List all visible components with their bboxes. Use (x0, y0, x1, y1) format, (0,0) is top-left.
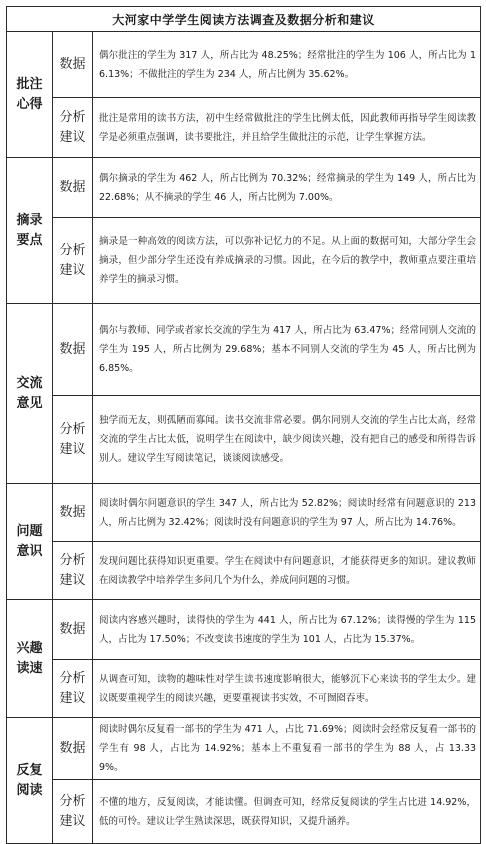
topic-label: 问题 (16, 523, 43, 539)
row-type-label: 建议 (59, 441, 86, 457)
row-type-label: 分析 (59, 421, 86, 437)
row-type-cell (53, 218, 93, 304)
row-type-label: 分析 (59, 109, 86, 125)
row-type-label: 分析 (59, 793, 86, 809)
table-row (7, 32, 481, 98)
table-row (7, 718, 481, 780)
table-row (7, 218, 481, 304)
topic-cell (7, 32, 53, 158)
topic-label: 交流 (16, 375, 43, 391)
topic-label: 批注 (16, 76, 43, 92)
row-type-cell (53, 484, 93, 542)
table-row (7, 396, 481, 484)
table-row (7, 304, 481, 396)
row-content: 偶尔摘录的学生为 462 人，所占比例为 70.32%；经常摘录的学生为 149 人，所占比为 22.68%；从不摘录的学生 46 人，所占比例为 7.00%。 (93, 158, 481, 218)
topic-cell (7, 158, 53, 304)
row-type-cell (53, 158, 93, 218)
row-content: 阅读时偶尔反复看一部书的学生为 471 人，占比 71.69%；阅读时会经常反复看一部书的学生有 98 人，占比为 14.92%；基本上不重复看一部书的学生为 88 人，占 13.339%。 (93, 718, 481, 780)
table-row (7, 660, 481, 718)
topic-label: 意识 (16, 543, 43, 559)
topic-cell (7, 600, 53, 718)
row-type-cell (53, 600, 93, 660)
topic-label: 要点 (16, 232, 43, 248)
table-row (7, 780, 481, 844)
row-type-label: 建议 (59, 690, 86, 706)
row-type-label: 建议 (59, 262, 86, 278)
row-type-label: 分析 (59, 242, 86, 258)
table-title: 大河家中学学生阅读方法调查及数据分析和建议 (7, 7, 481, 32)
row-type-label: 建议 (59, 572, 86, 588)
table-row (7, 158, 481, 218)
row-type-label: 数据 (59, 740, 86, 756)
row-content: 不懂的地方，反复阅读，才能读懂。但调查可知，经常反复阅读的学生占比进 14.92%，低的可怜。建议让学生熟读深思，既获得知识，又提升涵养。 (93, 780, 481, 844)
row-type-cell (53, 304, 93, 396)
topic-label: 兴趣 (16, 640, 43, 656)
row-type-label: 分析 (59, 670, 86, 686)
topic-cell (7, 484, 53, 600)
topic-label: 心得 (16, 96, 43, 112)
title-row (7, 7, 481, 32)
row-type-cell (53, 660, 93, 718)
topic-label: 读速 (16, 660, 43, 676)
row-type-cell (53, 542, 93, 600)
row-content: 发现问题比获得知识更重要。学生在阅读中有问题意识，才能获得更多的知识。建议教师在阅读教学中培养学生多问几个为什么，养成问问题的习惯。 (93, 542, 481, 600)
table-row (7, 484, 481, 542)
row-type-cell (53, 718, 93, 780)
table-row (7, 98, 481, 158)
row-content: 独学而无友，则孤陋而寡闻。读书交流非常必要。偶尔同别人交流的学生占比太高，经常交流的学生占比太低，说明学生在阅读中，缺少阅读兴趣，没有把自己的感受和所得告诉别人。建议学生写阅读笔记，谈谈阅读感受。 (93, 396, 481, 484)
row-type-label: 数据 (59, 179, 86, 195)
table-row (7, 542, 481, 600)
topic-label: 阅读 (16, 782, 43, 798)
row-content: 摘录是一种高效的阅读方法，可以弥补记忆力的不足。从上面的数据可知，大部分学生会摘录，但少部分学生还没有养成摘录的习惯。因此，在今后的教学中，教师重点要注重培养学生的摘录习惯。 (93, 218, 481, 304)
topic-label: 摘录 (16, 212, 43, 228)
row-content: 批注是常用的读书方法，初中生经常做批注的学生比例太低，因此教师再指导学生阅读教学是必须重点强调，读书要批注，并且给学生做批注的示范，让学生掌握方法。 (93, 98, 481, 158)
row-type-label: 数据 (59, 621, 86, 637)
row-content: 阅读时偶尔问题意识的学生 347 人，所占比为 52.82%；阅读时经常有问题意识的 213 人，所占比例为 32.42%；阅读时没有问题意识的学生为 97 人，所占比为 14.76%。 (93, 484, 481, 542)
row-type-label: 数据 (59, 341, 86, 357)
row-type-label: 分析 (59, 552, 86, 568)
row-type-cell (53, 780, 93, 844)
survey-table (6, 6, 481, 844)
table-row (7, 600, 481, 660)
row-type-label: 建议 (59, 813, 86, 829)
row-type-label: 建议 (59, 129, 86, 145)
row-type-cell (53, 396, 93, 484)
topic-label: 反复 (16, 762, 43, 778)
row-content: 偶尔与教师、同学或者家长交流的学生为 417 人，所占比为 63.47%；经常同别人交流的学生为 195 人，所占比例为 29.68%；基本不同别人交流的学生为 45 人，所占比例为 6.85%。 (93, 304, 481, 396)
topic-cell (7, 718, 53, 844)
row-type-cell (53, 32, 93, 98)
row-type-label: 数据 (59, 504, 86, 520)
row-type-cell (53, 98, 93, 158)
row-content: 从调查可知，读物的趣味性对学生读书速度影响很大，能够沉下心来读书的学生太少。建议既要重视学生的阅读兴趣，更要重视读书实效，不可囫囵吞枣。 (93, 660, 481, 718)
row-content: 偶尔批注的学生为 317 人，所占比为 48.25%；经常批注的学生为 106 人，所占比为 16.13%；不做批注的学生为 234 人，所占比例为 35.62%。 (93, 32, 481, 98)
topic-cell (7, 304, 53, 484)
row-type-label: 数据 (59, 56, 86, 72)
topic-label: 意见 (16, 395, 43, 411)
row-content: 阅读内容感兴趣时，读得快的学生为 441 人，所占比为 67.12%；读得慢的学生为 115 人，占比为 17.50%；不改变读书速度的学生为 101 人，占比为 15.37%。 (93, 600, 481, 660)
